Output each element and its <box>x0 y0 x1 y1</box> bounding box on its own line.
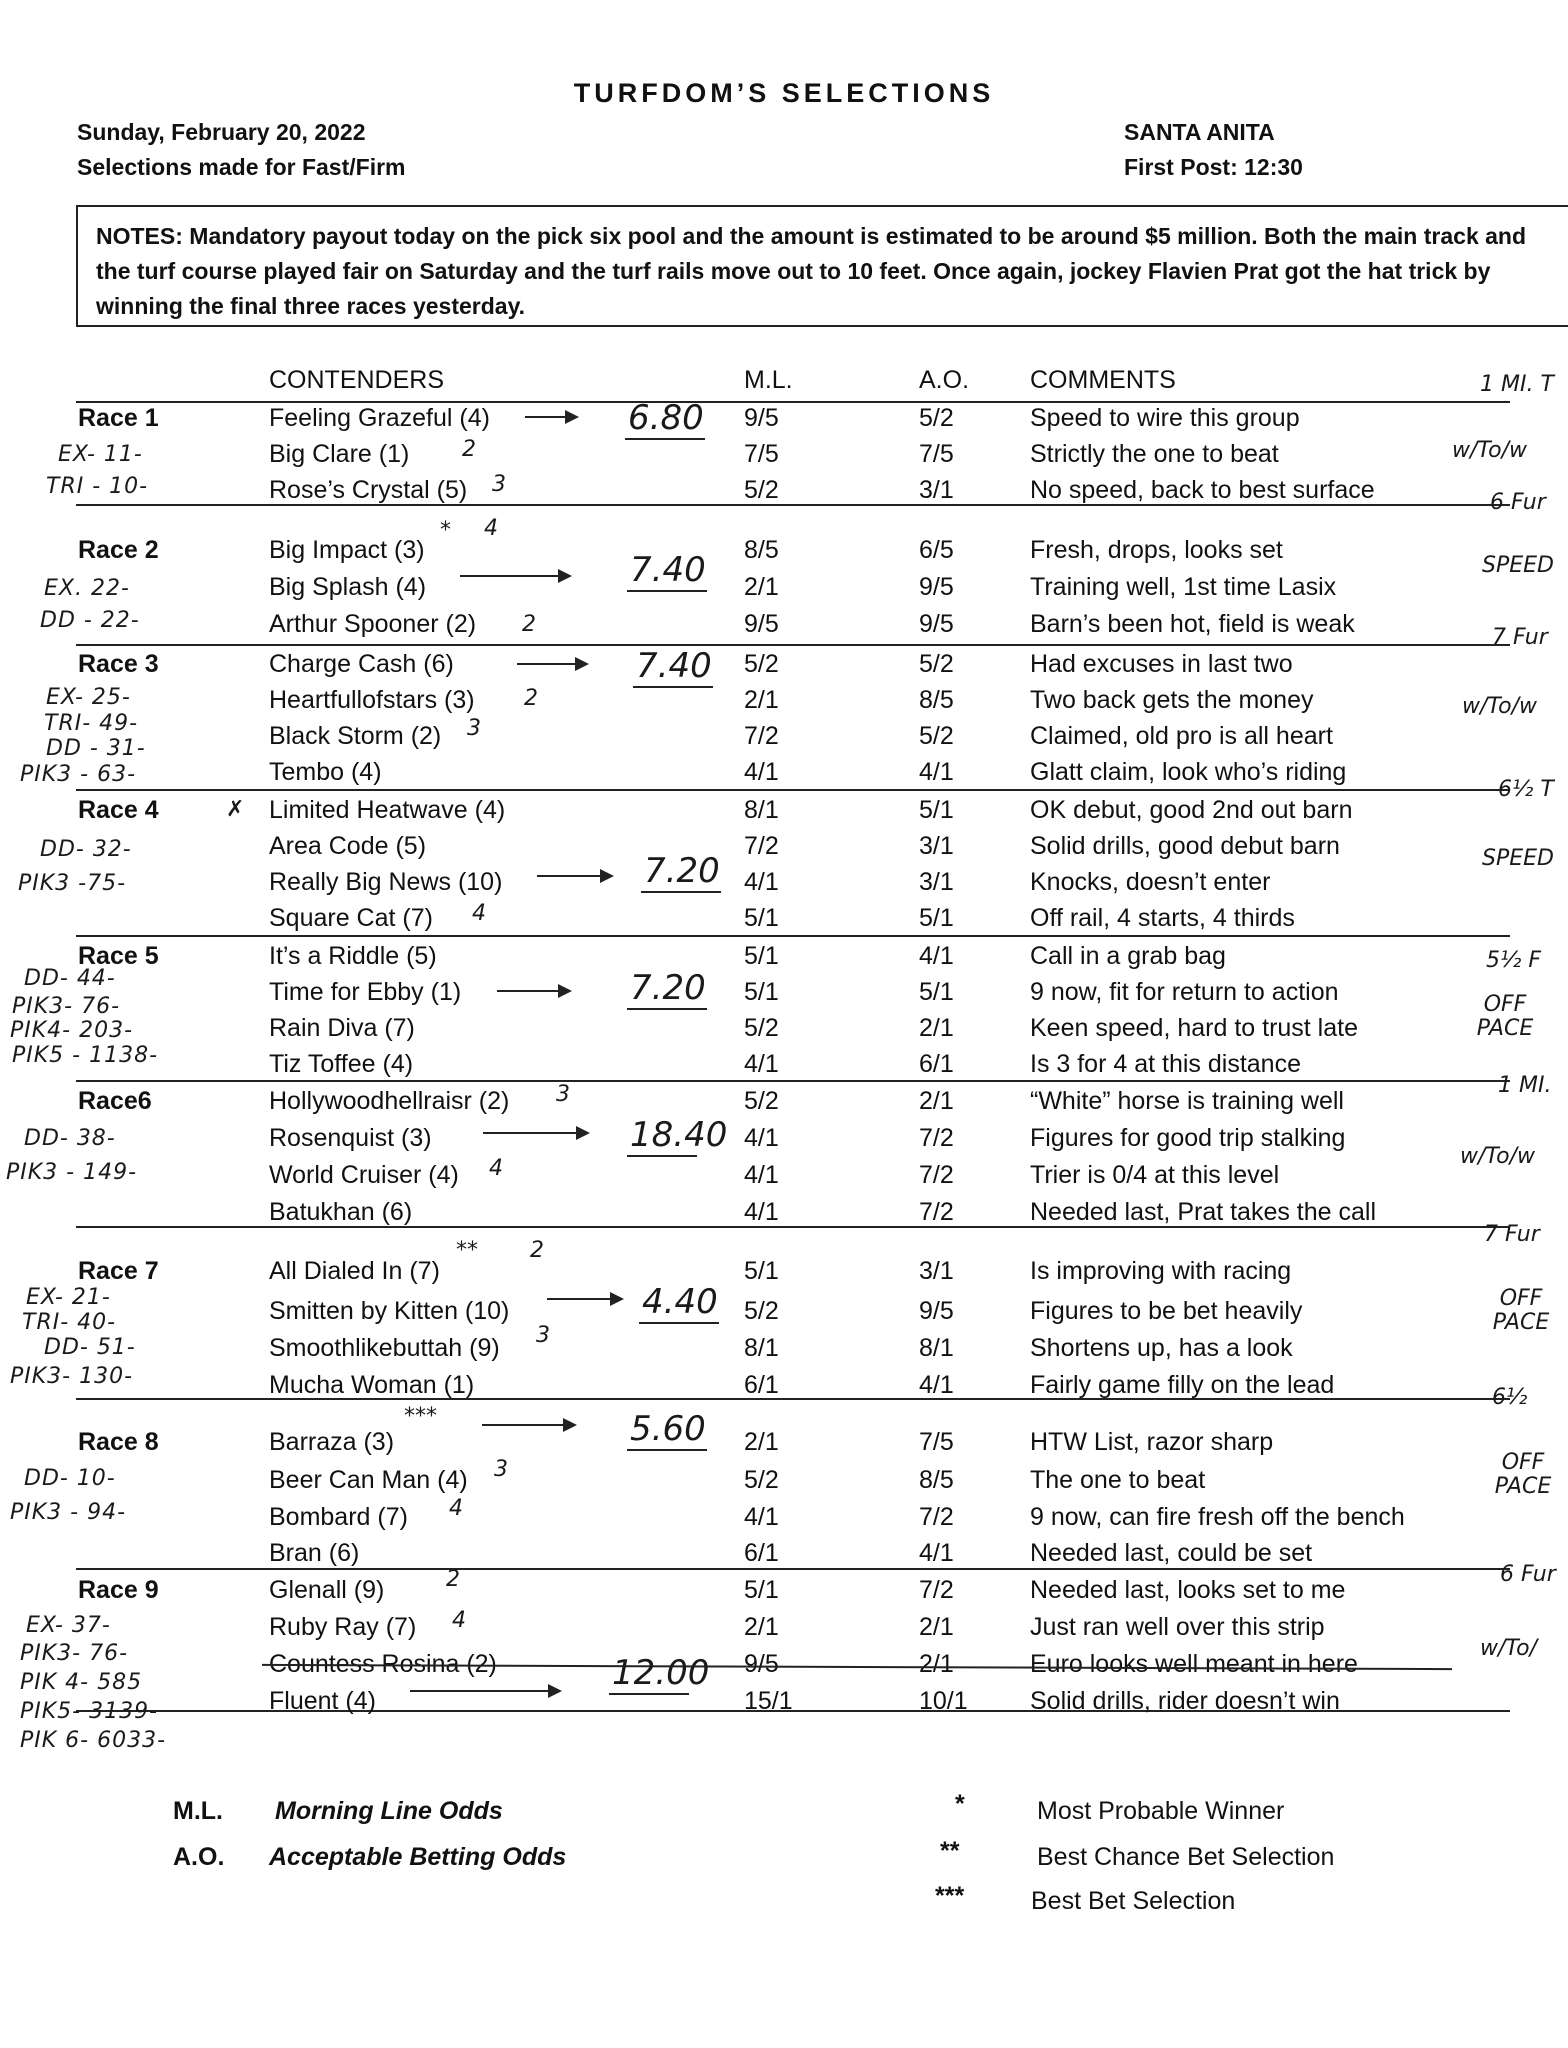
comment: Figures to be bet heavily <box>1030 1297 1303 1325</box>
acceptable-odds: 2/1 <box>919 1650 954 1678</box>
acceptable-odds: 9/5 <box>919 1297 954 1325</box>
handwritten-payoff: DD- 38- <box>24 1126 116 1151</box>
comment: Two back gets the money <box>1030 686 1314 714</box>
horse-name: Black Storm (2) <box>269 722 442 750</box>
handwritten-mark: ** <box>456 1238 478 1263</box>
race-label: Race 3 <box>78 650 159 678</box>
comment: Solid drills, good debut barn <box>1030 832 1340 860</box>
morning-line-odds: 5/2 <box>744 476 779 504</box>
horse-name: Rain Diva (7) <box>269 1014 415 1042</box>
horse-name: Beer Can Man (4) <box>269 1466 468 1494</box>
comment: Knocks, doesn’t enter <box>1030 868 1271 896</box>
morning-line-odds: 4/1 <box>744 1161 779 1189</box>
acceptable-odds: 7/2 <box>919 1124 954 1152</box>
horse-name: Countess Rosina (2) <box>269 1650 497 1678</box>
handwritten-arrow <box>547 1298 622 1300</box>
comment: Had excuses in last two <box>1030 650 1293 678</box>
winner-underline <box>627 1449 707 1451</box>
handwritten-arrow <box>537 875 612 877</box>
conditions: Selections made for Fast/Firm <box>77 154 406 180</box>
comment: Glatt claim, look who’s riding <box>1030 758 1347 786</box>
handwritten-race-note: SPEED <box>1482 553 1554 578</box>
acceptable-odds: 2/1 <box>919 1014 954 1042</box>
winner-underline <box>627 590 707 592</box>
handwritten-race-note: 5½ F <box>1486 948 1541 973</box>
comment: Fresh, drops, looks set <box>1030 536 1283 564</box>
legend-star1: * <box>955 1790 965 1818</box>
acceptable-odds: 5/2 <box>919 404 954 432</box>
handwritten-mark: 4 <box>484 516 498 541</box>
acceptable-odds: 7/2 <box>919 1161 954 1189</box>
comment: 9 now, can fire fresh off the bench <box>1030 1503 1405 1531</box>
winner-underline <box>633 686 713 688</box>
horse-name: Tiz Toffee (4) <box>269 1050 414 1078</box>
acceptable-odds: 8/1 <box>919 1334 954 1362</box>
winner-underline <box>627 1008 707 1010</box>
handwritten-mark: 3 <box>492 472 506 497</box>
legend-ao-key: A.O. <box>173 1843 225 1871</box>
horse-name: Barraza (3) <box>269 1428 395 1456</box>
acceptable-odds: 6/1 <box>919 1050 954 1078</box>
handwritten-arrow <box>460 575 570 577</box>
handwritten-payoff: PIK3 -75- <box>18 871 127 896</box>
acceptable-odds: 9/5 <box>919 610 954 638</box>
handwritten-payoff: DD - 31- <box>46 736 146 761</box>
morning-line-odds: 4/1 <box>744 868 779 896</box>
handwritten-race-note: 7 Fur <box>1484 1222 1540 1247</box>
morning-line-odds: 4/1 <box>744 1198 779 1226</box>
morning-line-odds: 15/1 <box>744 1687 793 1715</box>
handwritten-arrow <box>410 1690 560 1692</box>
acceptable-odds: 3/1 <box>919 1257 954 1285</box>
handwritten-payoff: TRI- 40- <box>22 1310 117 1335</box>
handwritten-race-note: w/To/w <box>1460 1144 1535 1169</box>
handwritten-arrow <box>497 990 570 992</box>
first-post: First Post: 12:30 <box>1124 154 1303 180</box>
legend-ml-desc: Morning Line Odds <box>275 1797 503 1825</box>
legend-star2: ** <box>940 1837 960 1865</box>
race-label: Race 9 <box>78 1576 159 1604</box>
handwritten-mark: 4 <box>449 1496 463 1521</box>
handwritten-payoff: PIK 4- 585 <box>20 1670 143 1695</box>
morning-line-odds: 7/2 <box>744 832 779 860</box>
morning-line-odds: 2/1 <box>744 686 779 714</box>
comment: “White” horse is training well <box>1030 1087 1344 1115</box>
handwritten-payoff: TRI - 10- <box>46 474 149 499</box>
legend-star1-text: Most Probable Winner <box>1037 1797 1285 1825</box>
handwritten-race-note: w/To/w <box>1452 438 1527 463</box>
handwritten-mark: 2 <box>530 1238 544 1263</box>
winner-underline <box>639 1322 719 1324</box>
comment: Euro looks well meant in here <box>1030 1650 1358 1678</box>
handwritten-winner-price: 18.40 <box>630 1115 728 1155</box>
col-contenders: CONTENDERS <box>269 366 445 394</box>
morning-line-odds: 6/1 <box>744 1371 779 1399</box>
handwritten-mark: 3 <box>467 716 481 741</box>
comment: Speed to wire this group <box>1030 404 1300 432</box>
race-label: Race 2 <box>78 536 159 564</box>
handwritten-mark: 3 <box>556 1082 570 1107</box>
acceptable-odds: 5/1 <box>919 796 954 824</box>
handwritten-race-note: 6½ <box>1492 1385 1528 1410</box>
morning-line-odds: 8/1 <box>744 796 779 824</box>
comment: Is 3 for 4 at this distance <box>1030 1050 1301 1078</box>
horse-name: Time for Ebby (1) <box>269 978 462 1006</box>
horse-name: Charge Cash (6) <box>269 650 454 678</box>
winner-underline <box>625 438 705 440</box>
comment: The one to beat <box>1030 1466 1206 1494</box>
handwritten-mark: 2 <box>462 437 476 462</box>
horse-name: Limited Heatwave (4) <box>269 796 506 824</box>
legend-star2-text: Best Chance Bet Selection <box>1037 1843 1335 1871</box>
comment: Trier is 0/4 at this level <box>1030 1161 1280 1189</box>
handwritten-race-note: OFF PACE <box>1492 1286 1550 1335</box>
handwritten-payoff: DD- 10- <box>24 1466 116 1491</box>
acceptable-odds: 4/1 <box>919 758 954 786</box>
table-divider <box>76 1080 1510 1082</box>
morning-line-odds: 8/1 <box>744 1334 779 1362</box>
morning-line-odds: 4/1 <box>744 758 779 786</box>
acceptable-odds: 7/2 <box>919 1198 954 1226</box>
comment: 9 now, fit for return to action <box>1030 978 1339 1006</box>
race-label: Race 8 <box>78 1428 159 1456</box>
handwritten-race-note: 6 Fur <box>1490 490 1546 515</box>
horse-name: Big Clare (1) <box>269 440 410 468</box>
acceptable-odds: 5/2 <box>919 650 954 678</box>
morning-line-odds: 5/1 <box>744 978 779 1006</box>
handwritten-payoff: PIK3- 130- <box>10 1364 134 1389</box>
handwritten-winner-price: 5.60 <box>630 1409 706 1449</box>
handwritten-payoff: DD - 22- <box>40 608 140 633</box>
acceptable-odds: 3/1 <box>919 868 954 896</box>
comment: HTW List, razor sharp <box>1030 1428 1274 1456</box>
handwritten-payoff: PIK4- 203- <box>10 1018 134 1043</box>
handwritten-race-note: OFF PACE <box>1494 1450 1552 1499</box>
acceptable-odds: 4/1 <box>919 942 954 970</box>
comment: Just ran well over this strip <box>1030 1613 1325 1641</box>
acceptable-odds: 7/5 <box>919 1428 954 1456</box>
comment: Fairly game filly on the lead <box>1030 1371 1335 1399</box>
horse-name: Batukhan (6) <box>269 1198 413 1226</box>
handwritten-payoff: PIK3- 76- <box>12 994 121 1019</box>
handwritten-mark: 4 <box>472 901 486 926</box>
horse-name: All Dialed In (7) <box>269 1257 440 1285</box>
comment: Solid drills, rider doesn’t win <box>1030 1687 1340 1715</box>
acceptable-odds: 4/1 <box>919 1371 954 1399</box>
morning-line-odds: 9/5 <box>744 1650 779 1678</box>
handwritten-race-note: w/To/w <box>1462 694 1537 719</box>
acceptable-odds: 7/5 <box>919 440 954 468</box>
table-divider <box>76 789 1510 791</box>
legend-ao-desc: Acceptable Betting Odds <box>269 1843 567 1871</box>
winner-underline <box>641 891 721 893</box>
morning-line-odds: 5/1 <box>744 942 779 970</box>
acceptable-odds: 9/5 <box>919 573 954 601</box>
col-ml: M.L. <box>744 366 793 394</box>
handwritten-winner-price: 7.20 <box>644 851 720 891</box>
horse-name: Feeling Grazeful (4) <box>269 404 490 432</box>
handwritten-winner-price: 7.40 <box>630 550 706 590</box>
horse-name: Smitten by Kitten (10) <box>269 1297 510 1325</box>
horse-name: Glenall (9) <box>269 1576 385 1604</box>
handwritten-payoff: PIK3 - 149- <box>6 1160 138 1185</box>
handwritten-race-note: w/To/ <box>1480 1636 1537 1661</box>
track-name: SANTA ANITA <box>1124 119 1275 145</box>
handwritten-race-note: 1 MI. <box>1498 1073 1552 1098</box>
comment: Claimed, old pro is all heart <box>1030 722 1333 750</box>
handwritten-payoff: EX- 37- <box>26 1613 111 1638</box>
handwritten-mark: ✗ <box>226 797 245 822</box>
table-divider <box>76 644 1510 646</box>
winner-underline <box>627 1155 697 1157</box>
acceptable-odds: 8/5 <box>919 1466 954 1494</box>
table-divider <box>76 401 1510 403</box>
comment: Strictly the one to beat <box>1030 440 1279 468</box>
horse-name: Big Splash (4) <box>269 573 427 601</box>
morning-line-odds: 5/2 <box>744 1087 779 1115</box>
winner-underline <box>609 1693 689 1695</box>
table-divider <box>76 1568 1510 1570</box>
comment: Needed last, looks set to me <box>1030 1576 1346 1604</box>
morning-line-odds: 4/1 <box>744 1124 779 1152</box>
handwritten-race-note: 7 Fur <box>1492 625 1548 650</box>
acceptable-odds: 7/2 <box>919 1503 954 1531</box>
acceptable-odds: 4/1 <box>919 1539 954 1567</box>
handwritten-payoff: PIK3 - 63- <box>20 762 137 787</box>
handwritten-winner-price: 7.20 <box>630 968 706 1008</box>
horse-name: Smoothlikebuttah (9) <box>269 1334 500 1362</box>
acceptable-odds: 5/1 <box>919 904 954 932</box>
morning-line-odds: 4/1 <box>744 1050 779 1078</box>
comment: Barn’s been hot, field is weak <box>1030 610 1355 638</box>
handwritten-mark: *** <box>404 1404 437 1429</box>
morning-line-odds: 5/1 <box>744 1576 779 1604</box>
morning-line-odds: 5/1 <box>744 1257 779 1285</box>
race-label: Race 4 <box>78 796 159 824</box>
handwritten-race-note: SPEED <box>1482 846 1554 871</box>
comment: Is improving with racing <box>1030 1257 1292 1285</box>
morning-line-odds: 5/2 <box>744 650 779 678</box>
handwritten-payoff: EX- 25- <box>46 685 131 710</box>
comment: Needed last, Prat takes the call <box>1030 1198 1377 1226</box>
morning-line-odds: 5/2 <box>744 1297 779 1325</box>
comment: Figures for good trip stalking <box>1030 1124 1346 1152</box>
horse-name: Square Cat (7) <box>269 904 433 932</box>
legend-star3-text: Best Bet Selection <box>1031 1887 1236 1915</box>
horse-name: Big Impact (3) <box>269 536 425 564</box>
acceptable-odds: 3/1 <box>919 832 954 860</box>
handwritten-payoff: DD- 51- <box>44 1335 136 1360</box>
acceptable-odds: 3/1 <box>919 476 954 504</box>
race-label: Race 1 <box>78 404 159 432</box>
morning-line-odds: 5/2 <box>744 1466 779 1494</box>
handwritten-race-note: 1 MI. T <box>1480 372 1554 397</box>
morning-line-odds: 6/1 <box>744 1539 779 1567</box>
morning-line-odds: 2/1 <box>744 1428 779 1456</box>
morning-line-odds: 7/5 <box>744 440 779 468</box>
handwritten-payoff: PIK5- 3139- <box>20 1699 159 1724</box>
handwritten-mark: * <box>440 518 451 543</box>
handwritten-mark: 3 <box>536 1323 550 1348</box>
handwritten-payoff: EX. 22- <box>44 576 130 601</box>
acceptable-odds: 7/2 <box>919 1576 954 1604</box>
comment: No speed, back to best surface <box>1030 476 1375 504</box>
comment: Needed last, could be set <box>1030 1539 1313 1567</box>
handwritten-mark: 4 <box>452 1608 466 1633</box>
horse-name: Really Big News (10) <box>269 868 503 896</box>
comment: Keen speed, hard to trust late <box>1030 1014 1358 1042</box>
legend-star3: *** <box>935 1882 965 1910</box>
table-divider <box>76 935 1510 937</box>
handwritten-arrow <box>482 1424 575 1426</box>
horse-name: Mucha Woman (1) <box>269 1371 475 1399</box>
horse-name: Ruby Ray (7) <box>269 1613 417 1641</box>
race-label: Race 5 <box>78 942 159 970</box>
morning-line-odds: 4/1 <box>744 1503 779 1531</box>
handwritten-winner-price: 4.40 <box>642 1282 718 1322</box>
acceptable-odds: 6/5 <box>919 536 954 564</box>
handwritten-payoff: EX- 21- <box>26 1285 111 1310</box>
morning-line-odds: 5/1 <box>744 904 779 932</box>
handwritten-payoff: PIK3 - 94- <box>10 1500 127 1525</box>
col-comments: COMMENTS <box>1030 366 1176 394</box>
morning-line-odds: 8/5 <box>744 536 779 564</box>
horse-name: Hollywoodhellraisr (2) <box>269 1087 510 1115</box>
handwritten-mark: 2 <box>524 686 538 711</box>
morning-line-odds: 2/1 <box>744 573 779 601</box>
horse-name: It’s a Riddle (5) <box>269 942 437 970</box>
horse-name: Arthur Spooner (2) <box>269 610 477 638</box>
morning-line-odds: 5/2 <box>744 1014 779 1042</box>
race-label: Race6 <box>78 1087 152 1115</box>
handwritten-payoff: PIK5 - 1138- <box>12 1043 159 1068</box>
acceptable-odds: 2/1 <box>919 1087 954 1115</box>
handwritten-race-note: OFF PACE <box>1476 992 1534 1041</box>
acceptable-odds: 10/1 <box>919 1687 968 1715</box>
race-label: Race 7 <box>78 1257 159 1285</box>
handwritten-winner-price: 6.80 <box>628 398 704 438</box>
handwritten-arrow <box>517 663 587 665</box>
handwritten-arrow <box>525 416 577 418</box>
horse-name: World Cruiser (4) <box>269 1161 459 1189</box>
acceptable-odds: 5/2 <box>919 722 954 750</box>
handwritten-payoff: DD- 32- <box>40 837 132 862</box>
handwritten-winner-price: 12.00 <box>612 1653 710 1693</box>
horse-name: Heartfullofstars (3) <box>269 686 475 714</box>
horse-name: Tembo (4) <box>269 758 382 786</box>
acceptable-odds: 5/1 <box>919 978 954 1006</box>
acceptable-odds: 2/1 <box>919 1613 954 1641</box>
horse-name: Fluent (4) <box>269 1687 376 1715</box>
col-ao: A.O. <box>919 366 970 394</box>
morning-line-odds: 7/2 <box>744 722 779 750</box>
handwritten-race-note: 6 Fur <box>1500 1562 1556 1587</box>
page-title: TURFDOM’S SELECTIONS <box>573 78 995 108</box>
horse-name: Bran (6) <box>269 1539 360 1567</box>
horse-name: Bombard (7) <box>269 1503 408 1531</box>
handwritten-mark: 4 <box>489 1156 503 1181</box>
handwritten-mark: 2 <box>522 612 536 637</box>
handwritten-arrow <box>483 1132 588 1134</box>
morning-line-odds: 2/1 <box>744 1613 779 1641</box>
date: Sunday, February 20, 2022 <box>77 119 366 145</box>
handwritten-payoff: DD- 44- <box>24 966 116 991</box>
morning-line-odds: 9/5 <box>744 404 779 432</box>
comment: Call in a grab bag <box>1030 942 1226 970</box>
legend-ml-key: M.L. <box>173 1797 223 1825</box>
handwritten-mark: 3 <box>494 1457 508 1482</box>
handwritten-mark: 2 <box>446 1567 460 1592</box>
morning-line-odds: 9/5 <box>744 610 779 638</box>
handwritten-payoff: TRI- 49- <box>44 711 139 736</box>
handwritten-winner-price: 7.40 <box>636 646 712 686</box>
acceptable-odds: 8/5 <box>919 686 954 714</box>
handwritten-race-note: 6½ T <box>1498 777 1554 802</box>
comment: Training well, 1st time Lasix <box>1030 573 1337 601</box>
comment: OK debut, good 2nd out barn <box>1030 796 1353 824</box>
handwritten-payoff: PIK 6- 6033- <box>20 1728 167 1753</box>
horse-name: Rose’s Crystal (5) <box>269 476 468 504</box>
handwritten-payoff: EX- 11- <box>58 442 143 467</box>
handwritten-payoff: PIK3- 76- <box>20 1641 129 1666</box>
comment: Shortens up, has a look <box>1030 1334 1293 1362</box>
notes-text: NOTES: Mandatory payout today on the pick six pool and the amount is estimated to be around $5 million. Both the main track and the turf course played fair on Saturday and the turf rails move out to 10 feet. Once again, jockey Flavien Prat got the hat trick by winning the final three races yesterday. <box>96 223 1527 319</box>
comment: Off rail, 4 starts, 4 thirds <box>1030 904 1295 932</box>
horse-name: Area Code (5) <box>269 832 427 860</box>
horse-name: Rosenquist (3) <box>269 1124 432 1152</box>
